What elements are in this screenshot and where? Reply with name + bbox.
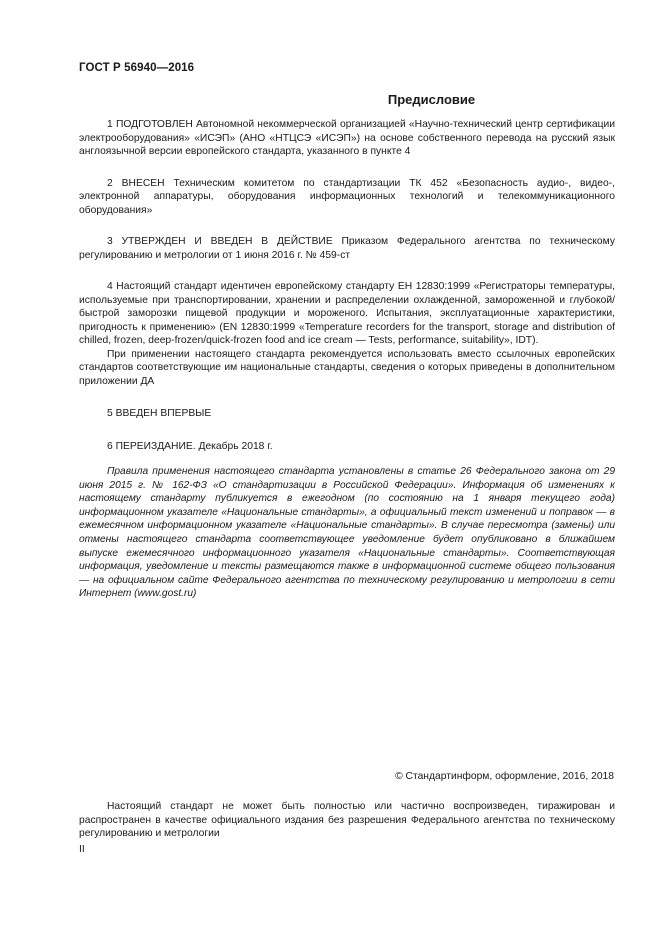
preface-item-3: 3 УТВЕРЖДЕН И ВВЕДЕН В ДЕЙСТВИЕ Приказом Федерального агентства по техническому регулированию и метрологии от 1 июня 2016 г. № 459-ст [79,236,615,261]
copyright-line: © Стандартинформ, оформление, 2016, 2018 [395,771,614,782]
preface-body [79,118,615,453]
preface-item-4-note: При применении настоящего стандарта рекомендуется использовать вместо ссылочных европейских стандартов соответствующие им национальные стандарты, сведения о которых приведены в дополнительном приложении ДА [79,348,615,387]
reproduction-text: Настоящий стандарт не может быть полностью или частично воспроизведен, тиражирован и распространен в качестве официального издания без разрешения Федерального агентства по техническому регулированию и метрологии [79,801,615,839]
preface-item-5: 5 ВВЕДЕН ВПЕРВЫЕ [107,408,212,419]
page-title: Предисловие [387,92,476,107]
preface-item-2: 2 ВНЕСЕН Техническим комитетом по стандартизации ТК 452 «Безопасность аудио-, видео-, электронной аппаратуры, оборудования информационных технологий и телекоммуникационного оборудования» [79,177,615,216]
application-rules-notice [79,465,615,601]
notice-text: Правила применения настоящего стандарта установлены в статье 26 Федерального закона от 29 июня 2015 г. № 162-ФЗ «О стандартизации в Российской Федерации». Информация об изменениях к настоящему стандарту публикуется в ежегодном (по состоянию на 1 января текущего года) информационном указателе «Национальные стандарты», а официальный текст изменений и поправок — в ежемесячном информационном указателе «Национальные стандарты». В случае пересмотра (замены) или отмены настоящего стандарта соответствующее уведомление будет опубликовано в ближайшем выпуске ежемесячного информационного указателя «Национальные стандарты». Соответствующая информация, уведомление и тексты размещаются также в информационной системе общего пользования — на официальном сайте Федерального агентства по техническому регулированию и метрологии в сети Интернет (www.gost.ru) [79,466,615,600]
preface-item-4: 4 Настоящий стандарт идентичен европейскому стандарту ЕН 12830:1999 «Регистраторы температуры, используемые при транспортировании, хранении и распределении охлажденной, замороженной и глубокой/быстрой заморозки пищевой продукции и мороженого. Испытания, эксплуатационные характеристики, пригодность к применению» (EN 12830:1999 «Temperature recorders for the transport, storage and distribution of chilled, frozen, deep-frozen/quick-frozen food and ice cream — Tests, performance, suitability», IDT). [79,281,615,346]
standard-header: ГОСТ Р 56940—2016 [79,62,195,74]
reproduction-notice [79,800,615,841]
page-number: II [79,844,85,855]
preface-item-6: 6 ПЕРЕИЗДАНИЕ. Декабрь 2018 г. [107,440,273,452]
preface-item-1: 1 ПОДГОТОВЛЕН Автономной некоммерческой организацией «Научно-технический центр сертификации электрооборудования» «ИСЭП» (АНО «НТЦСЭ «ИСЭП») на основе собственного перевода на русский язык англоязычной версии европейского стандарта, указанного в пункте 4 [79,119,615,157]
